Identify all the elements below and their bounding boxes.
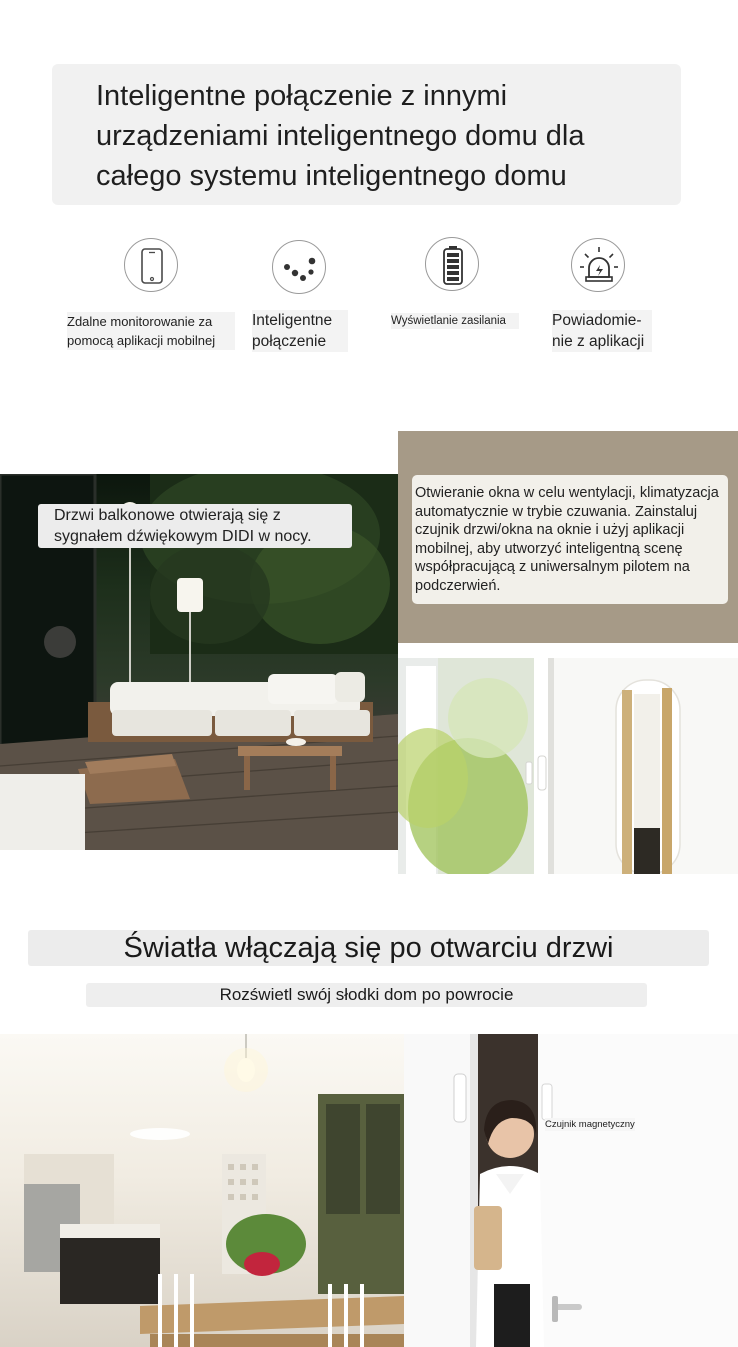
page-title: Inteligentne połączenie z innymi urządzeniami inteligentnego domu dla całego systemu inteligentnego domu [96,80,585,192]
woman-door-photo [404,1034,738,1347]
alarm-light-icon [571,238,625,292]
window-aircon-photo [398,658,738,874]
feature-label-smart-connection: Inteligentne połączenie [252,310,348,352]
smartphone-icon [124,238,178,292]
connection-dots-icon [272,240,326,294]
window-ventilation-caption: Otwieranie okna w celu wentylacji, klimatyzacja automatycznie w trybie czuwania. Zainstaluj czujnik drzwi/okna na oknie i użyj aplikacji mobilnej, aby utworzyć inteligentną scenę współpracującą z uniwersalnym pilotem na podczerwień. [412,475,728,604]
features-row [0,230,738,360]
feature-label-app-notification: Powiadomie-nie z aplikacji [552,310,652,352]
battery-icon [425,237,479,291]
scene-title: Światła włączają się po otwarciu drzwi [123,932,614,964]
balcony-caption: Drzwi balkonowe otwierają się z sygnałem dźwiękowym DIDI w nocy. [38,504,352,548]
feature-label-remote-monitoring: Zdalne monitorowanie za pomocą aplikacji mobilnej [67,312,235,350]
feature-label-power-display: Wyświetlanie zasilania [391,313,519,329]
kitchen-dining-photo [0,1034,404,1347]
scene-subtitle: Rozświetl swój słodki dom po powrocie [219,985,514,1004]
magnetic-sensor-label: Czujnik magnetyczny [545,1119,635,1130]
